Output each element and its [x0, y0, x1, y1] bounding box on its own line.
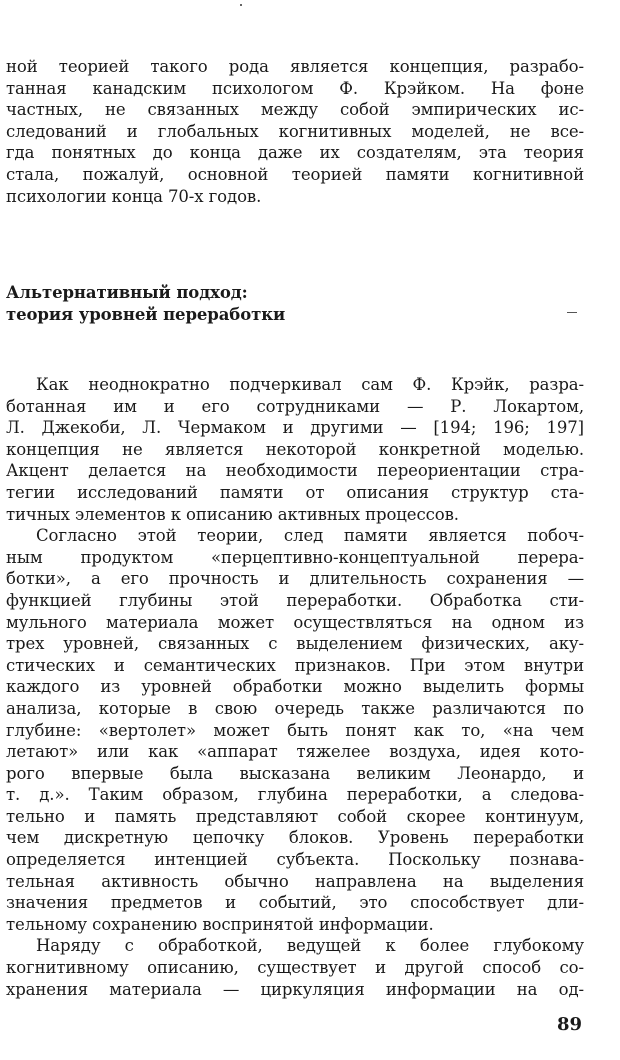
text-line: Наряду с обработкой, ведущей к более глубокому	[36, 936, 584, 956]
text-line: тельному сохранению воспринятой информации.	[6, 914, 434, 934]
text-line: Согласно этой теории, след памяти является побоч-	[36, 526, 584, 546]
text-line: тельная активность обычно направлена на выделения	[6, 871, 584, 891]
text-line: рого впервые была высказана великим Леонардо, и	[6, 763, 584, 783]
paragraph-2	[6, 525, 584, 935]
text-line: Акцент делается на необходимости переориентации стра-	[6, 461, 584, 481]
text-line: танная канадским психологом Ф. Крэйком. На фоне	[6, 78, 584, 98]
text-line: летают» или как «аппарат тяжелее воздуха, идея кото-	[6, 742, 584, 762]
text-line: Л. Джекоби, Л. Чермаком и другими — [194; 196; 197]	[6, 418, 584, 438]
text-line: ной теорией такого рода является концепция, разрабо-	[6, 57, 584, 76]
text-line: гда понятных до конца даже их создателям, эта теория	[6, 143, 584, 163]
text-line: чем дискретную цепочку блоков. Уровень переработки	[6, 828, 584, 848]
text-line: концепция не является некоторой конкретной моделью.	[6, 439, 584, 459]
page-number: 89	[557, 1014, 583, 1035]
text-line: определяется интенцией субъекта. Поскольку познава-	[6, 850, 584, 870]
text-line: хранения материала — циркуляция информации на од-	[6, 979, 584, 999]
text-line: каждого из уровней обработки можно выделить формы	[6, 677, 584, 697]
heading-line-2: теория уровней переработки	[6, 305, 286, 324]
text-line: психологии конца 70-х годов.	[6, 186, 262, 206]
text-line: частных, не связанных между собой эмпирических ис-	[6, 100, 584, 120]
text-line: функцией глубины этой переработки. Обработка сти-	[6, 590, 584, 610]
text-line: Как неоднократно подчеркивал сам Ф. Крэйк, разра-	[36, 375, 584, 394]
text-line: следований и глобальных когнитивных моделей, не все-	[6, 121, 584, 141]
text-line: ботки», а его прочность и длительность сохранения —	[6, 569, 584, 589]
text-line: мульного материала может осуществляться на одном из	[6, 612, 584, 632]
text-line: глубине: «вертолет» может быть понят как то, «на чем	[6, 720, 584, 740]
section-heading	[6, 282, 285, 326]
print-speck	[240, 4, 242, 6]
page-content	[6, 56, 584, 999]
text-line: трех уровней, связанных с выделением физических, аку-	[6, 634, 584, 654]
section-body	[6, 374, 584, 1000]
text-line: значения предметов и событий, это способствует дли-	[6, 893, 584, 913]
text-line: тегии исследований памяти от описания структур ста-	[6, 482, 584, 502]
text-line: ботанная им и его сотрудниками — Р. Локартом,	[6, 396, 584, 416]
paragraph-1	[6, 374, 584, 525]
print-dash-mark	[567, 312, 577, 313]
text-line: когнитивному описанию, существует и другой способ со-	[6, 958, 584, 978]
paragraph-3	[6, 935, 584, 1000]
paragraph-intro	[6, 56, 584, 207]
text-line: стала, пожалуй, основной теорией памяти когнитивной	[6, 164, 584, 184]
text-line: тичных элементов к описанию активных процессов.	[6, 504, 459, 524]
heading-line-1: Альтернативный подход:	[6, 283, 248, 302]
text-line: стических и семантических признаков. При этом внутри	[6, 655, 584, 675]
text-line: т. д.». Таким образом, глубина переработки, а следова-	[6, 785, 584, 805]
text-line: ным продуктом «перцептивно-концептуальной перера-	[6, 547, 584, 567]
text-line: тельно и память представляют собой скорее континуум,	[6, 806, 584, 826]
text-line: анализа, которые в свою очередь также различаются по	[6, 698, 584, 718]
